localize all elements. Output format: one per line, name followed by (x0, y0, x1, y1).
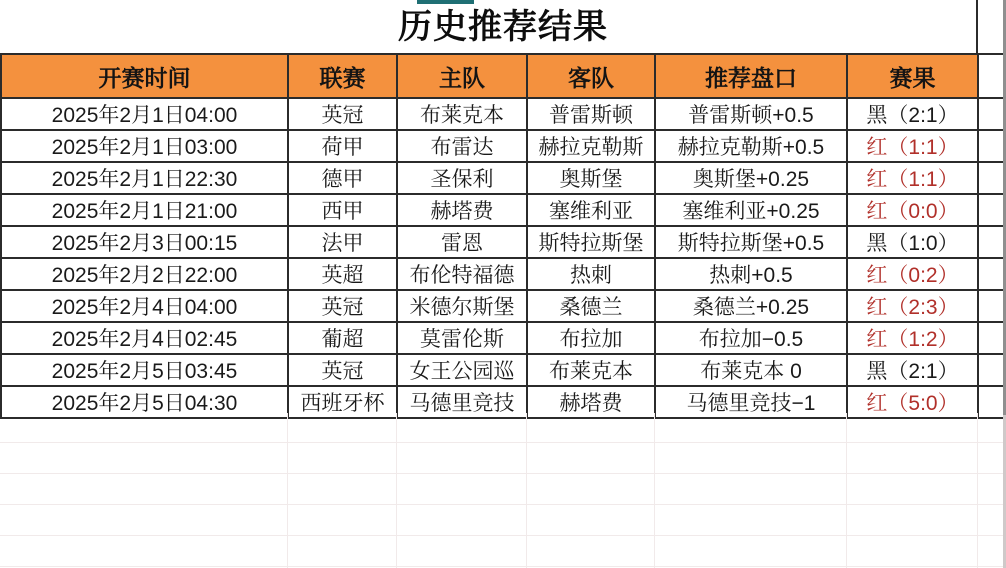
cell-time: 2025年2月4日02:45 (1, 322, 288, 354)
cell-handicap: 布莱克本 0 (655, 354, 847, 386)
cell-time: 2025年2月3日00:15 (1, 226, 288, 258)
cell-handicap: 桑德兰+0.25 (655, 290, 847, 322)
cell-home: 布莱克本 (397, 98, 527, 130)
cell-away: 桑德兰 (527, 290, 655, 322)
table-row (1, 354, 1004, 386)
faint-gridline-h (0, 566, 1003, 567)
table-row (1, 226, 1004, 258)
results-table (0, 53, 1005, 419)
faint-gridline-v (287, 413, 288, 568)
cell-league: 西甲 (288, 194, 397, 226)
cell-handicap: 塞维利亚+0.25 (655, 194, 847, 226)
cell-away: 赫拉克勒斯 (527, 130, 655, 162)
cell-empty (978, 386, 1004, 418)
faint-gridline-v (846, 413, 847, 568)
cell-time: 2025年2月5日04:30 (1, 386, 288, 418)
cell-empty (978, 354, 1004, 386)
cell-handicap: 赫拉克勒斯+0.5 (655, 130, 847, 162)
cell-home: 布伦特福德 (397, 258, 527, 290)
cell-league: 英冠 (288, 290, 397, 322)
table-row (1, 194, 1004, 226)
table-body (1, 98, 1004, 418)
column-header-empty (978, 54, 1004, 98)
cell-empty (978, 98, 1004, 130)
cell-league: 荷甲 (288, 130, 397, 162)
cell-result: 红（0:2） (847, 258, 978, 290)
cell-result: 黑（2:1） (847, 354, 978, 386)
cell-home: 圣保利 (397, 162, 527, 194)
cell-away: 普雷斯顿 (527, 98, 655, 130)
cell-time: 2025年2月2日22:00 (1, 258, 288, 290)
table-row (1, 322, 1004, 354)
column-header-league: 联赛 (288, 54, 397, 98)
cell-away: 塞维利亚 (527, 194, 655, 226)
cell-home: 米德尔斯堡 (397, 290, 527, 322)
cell-home: 莫雷伦斯 (397, 322, 527, 354)
cell-result: 红（2:3） (847, 290, 978, 322)
cell-time: 2025年2月1日03:00 (1, 130, 288, 162)
cell-empty (978, 162, 1004, 194)
cell-handicap: 斯特拉斯堡+0.5 (655, 226, 847, 258)
cell-away: 斯特拉斯堡 (527, 226, 655, 258)
faint-gridline-v (526, 413, 527, 568)
cell-away: 布拉加 (527, 322, 655, 354)
cell-result: 红（5:0） (847, 386, 978, 418)
column-header-time: 开赛时间 (1, 54, 288, 98)
cell-empty (978, 322, 1004, 354)
faint-gridline-h (0, 535, 1003, 536)
header-row (1, 54, 1004, 98)
cell-away: 奥斯堡 (527, 162, 655, 194)
cell-result: 红（1:1） (847, 162, 978, 194)
cell-away: 赫塔费 (527, 386, 655, 418)
faint-gridline-h (0, 504, 1003, 505)
cell-league: 西班牙杯 (288, 386, 397, 418)
cell-league: 英冠 (288, 354, 397, 386)
table-row (1, 130, 1004, 162)
cell-handicap: 布拉加−0.5 (655, 322, 847, 354)
column-header-away: 客队 (527, 54, 655, 98)
cell-result: 黑（1:0） (847, 226, 978, 258)
cell-away: 布莱克本 (527, 354, 655, 386)
cell-time: 2025年2月1日22:30 (1, 162, 288, 194)
table-row (1, 98, 1004, 130)
faint-gridline-h (0, 473, 1003, 474)
faint-gridline-v (654, 413, 655, 568)
page-title: 历史推荐结果 (398, 8, 608, 46)
cell-empty (978, 226, 1004, 258)
faint-gridline-v (396, 413, 397, 568)
table-row (1, 162, 1004, 194)
table-row (1, 290, 1004, 322)
cell-home: 布雷达 (397, 130, 527, 162)
cell-home: 赫塔费 (397, 194, 527, 226)
cell-league: 英冠 (288, 98, 397, 130)
cell-empty (978, 258, 1004, 290)
cell-time: 2025年2月5日03:45 (1, 354, 288, 386)
cell-time: 2025年2月1日21:00 (1, 194, 288, 226)
cell-league: 英超 (288, 258, 397, 290)
cell-empty (978, 130, 1004, 162)
cell-handicap: 普雷斯顿+0.5 (655, 98, 847, 130)
cell-empty (978, 290, 1004, 322)
cell-handicap: 马德里竞技−1 (655, 386, 847, 418)
cell-empty (978, 194, 1004, 226)
cell-result: 黑（2:1） (847, 98, 978, 130)
column-header-result: 赛果 (847, 54, 978, 98)
cell-away: 热刺 (527, 258, 655, 290)
cell-home: 雷恩 (397, 226, 527, 258)
cell-league: 法甲 (288, 226, 397, 258)
table-row (1, 258, 1004, 290)
faint-gridline-h (0, 442, 1003, 443)
cell-result: 红（1:1） (847, 130, 978, 162)
column-header-home: 主队 (397, 54, 527, 98)
cell-handicap: 热刺+0.5 (655, 258, 847, 290)
table-row (1, 386, 1004, 418)
column-header-handicap: 推荐盘口 (655, 54, 847, 98)
cell-handicap: 奥斯堡+0.25 (655, 162, 847, 194)
cell-result: 红（0:0） (847, 194, 978, 226)
gridline-stub-above-table (976, 0, 978, 53)
faint-gridline-v (977, 413, 978, 568)
cell-home: 女王公园巡 (397, 354, 527, 386)
cell-home: 马德里竞技 (397, 386, 527, 418)
cell-time: 2025年2月4日04:00 (1, 290, 288, 322)
cell-result: 红（1:2） (847, 322, 978, 354)
cell-league: 德甲 (288, 162, 397, 194)
cell-league: 葡超 (288, 322, 397, 354)
cell-time: 2025年2月1日04:00 (1, 98, 288, 130)
